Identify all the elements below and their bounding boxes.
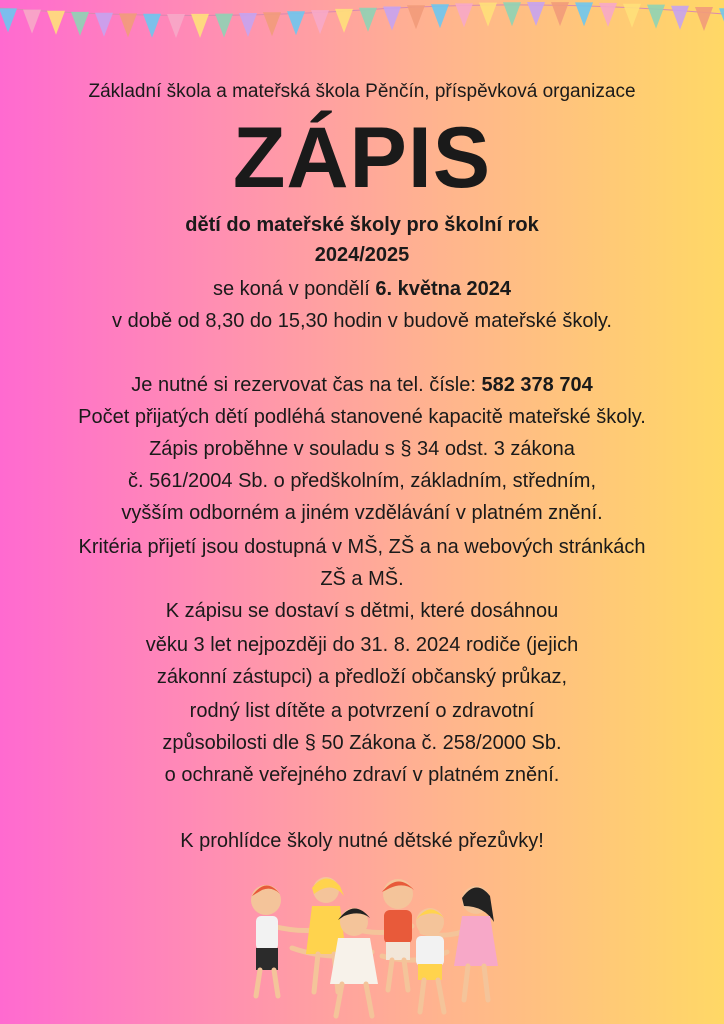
bunting-flag xyxy=(695,7,713,31)
info-line: Kritéria přijetí jsou dostupná v MŠ, ZŠ a na webových stránkách xyxy=(78,536,646,558)
info-line: vyšším odborném a jiném vzdělávání v platném znění. xyxy=(121,502,603,524)
bunting-flag xyxy=(335,9,353,33)
phone-prefix: Je nutné si rezervovat čas na tel. čísle: xyxy=(131,374,482,396)
info-line: rodný list dítěte a potvrzení o zdravotní xyxy=(189,700,535,722)
children-illustration xyxy=(232,866,502,1024)
info-line: o ochraně veřejného zdraví v platném znění. xyxy=(164,764,560,786)
school-year: 2024/2025 xyxy=(314,244,410,266)
info-line: zákonní zástupci) a předloží občanský průkaz, xyxy=(156,666,568,688)
date-line xyxy=(0,274,724,304)
bunting-flag xyxy=(47,11,65,35)
bunting-flag xyxy=(95,13,113,37)
bunting-decoration xyxy=(0,0,724,50)
bunting-flag xyxy=(551,2,569,26)
institution-name: Základní škola a mateřská škola Pěnčín, příspěvková organizace xyxy=(88,81,636,102)
bunting-flag xyxy=(167,14,185,38)
bunting-flag xyxy=(287,11,305,35)
info-line: č. 561/2004 Sb. o předškolním, základním, středním, xyxy=(127,470,597,492)
date-prefix: se koná v pondělí xyxy=(213,278,376,300)
phone-number: 582 378 704 xyxy=(481,374,593,396)
page-title: ZÁPIS xyxy=(232,110,492,206)
bunting-flag xyxy=(503,2,521,26)
info-line: Zápis proběhne v souladu s § 34 odst. 3 zákona xyxy=(149,438,575,460)
bunting-flag xyxy=(647,5,665,29)
bunting-flag xyxy=(455,3,473,27)
bunting-flag xyxy=(215,14,233,38)
bunting-flag xyxy=(191,14,209,38)
bunting-flag xyxy=(575,2,593,26)
intro-line-1: dětí do mateřské školy pro školní rok xyxy=(185,214,539,236)
bunting-flag xyxy=(71,12,89,36)
bunting-flag xyxy=(311,10,329,34)
bunting-flag xyxy=(623,4,641,28)
info-line: Počet přijatých dětí podléhá stanovené kapacitě mateřské školy. xyxy=(78,406,646,428)
bunting-flag xyxy=(263,12,281,36)
bunting-flag xyxy=(407,5,425,29)
time-line: v době od 8,30 do 15,30 hodin v budově mateřské školy. xyxy=(112,310,612,332)
bunting-flag xyxy=(23,10,41,34)
info-line: způsobilosti dle § 50 Zákona č. 258/2000 Sb. xyxy=(162,732,562,754)
bunting-flag xyxy=(383,6,401,30)
bunting-flag xyxy=(119,13,137,37)
bunting-flag xyxy=(527,2,545,26)
info-line: K zápisu se dostaví s dětmi, které dosáhnou xyxy=(165,600,559,622)
info-line: ZŠ a MŠ. xyxy=(320,568,404,590)
bunting-flag xyxy=(143,14,161,38)
bunting-flag xyxy=(671,6,689,30)
phone-line xyxy=(0,370,724,400)
bunting-flag xyxy=(479,3,497,27)
bunting-flag xyxy=(431,4,449,28)
date-value: 6. května 2024 xyxy=(375,278,511,300)
footer-note: K prohlídce školy nutné dětské přezůvky! xyxy=(180,830,544,852)
bunting-flag xyxy=(719,8,724,32)
bunting-flag xyxy=(0,8,17,32)
info-line: věku 3 let nejpozději do 31. 8. 2024 rodiče (jejich xyxy=(145,634,579,656)
bunting-flag xyxy=(359,8,377,32)
bunting-flag xyxy=(239,13,257,37)
bunting-flag xyxy=(599,3,617,27)
